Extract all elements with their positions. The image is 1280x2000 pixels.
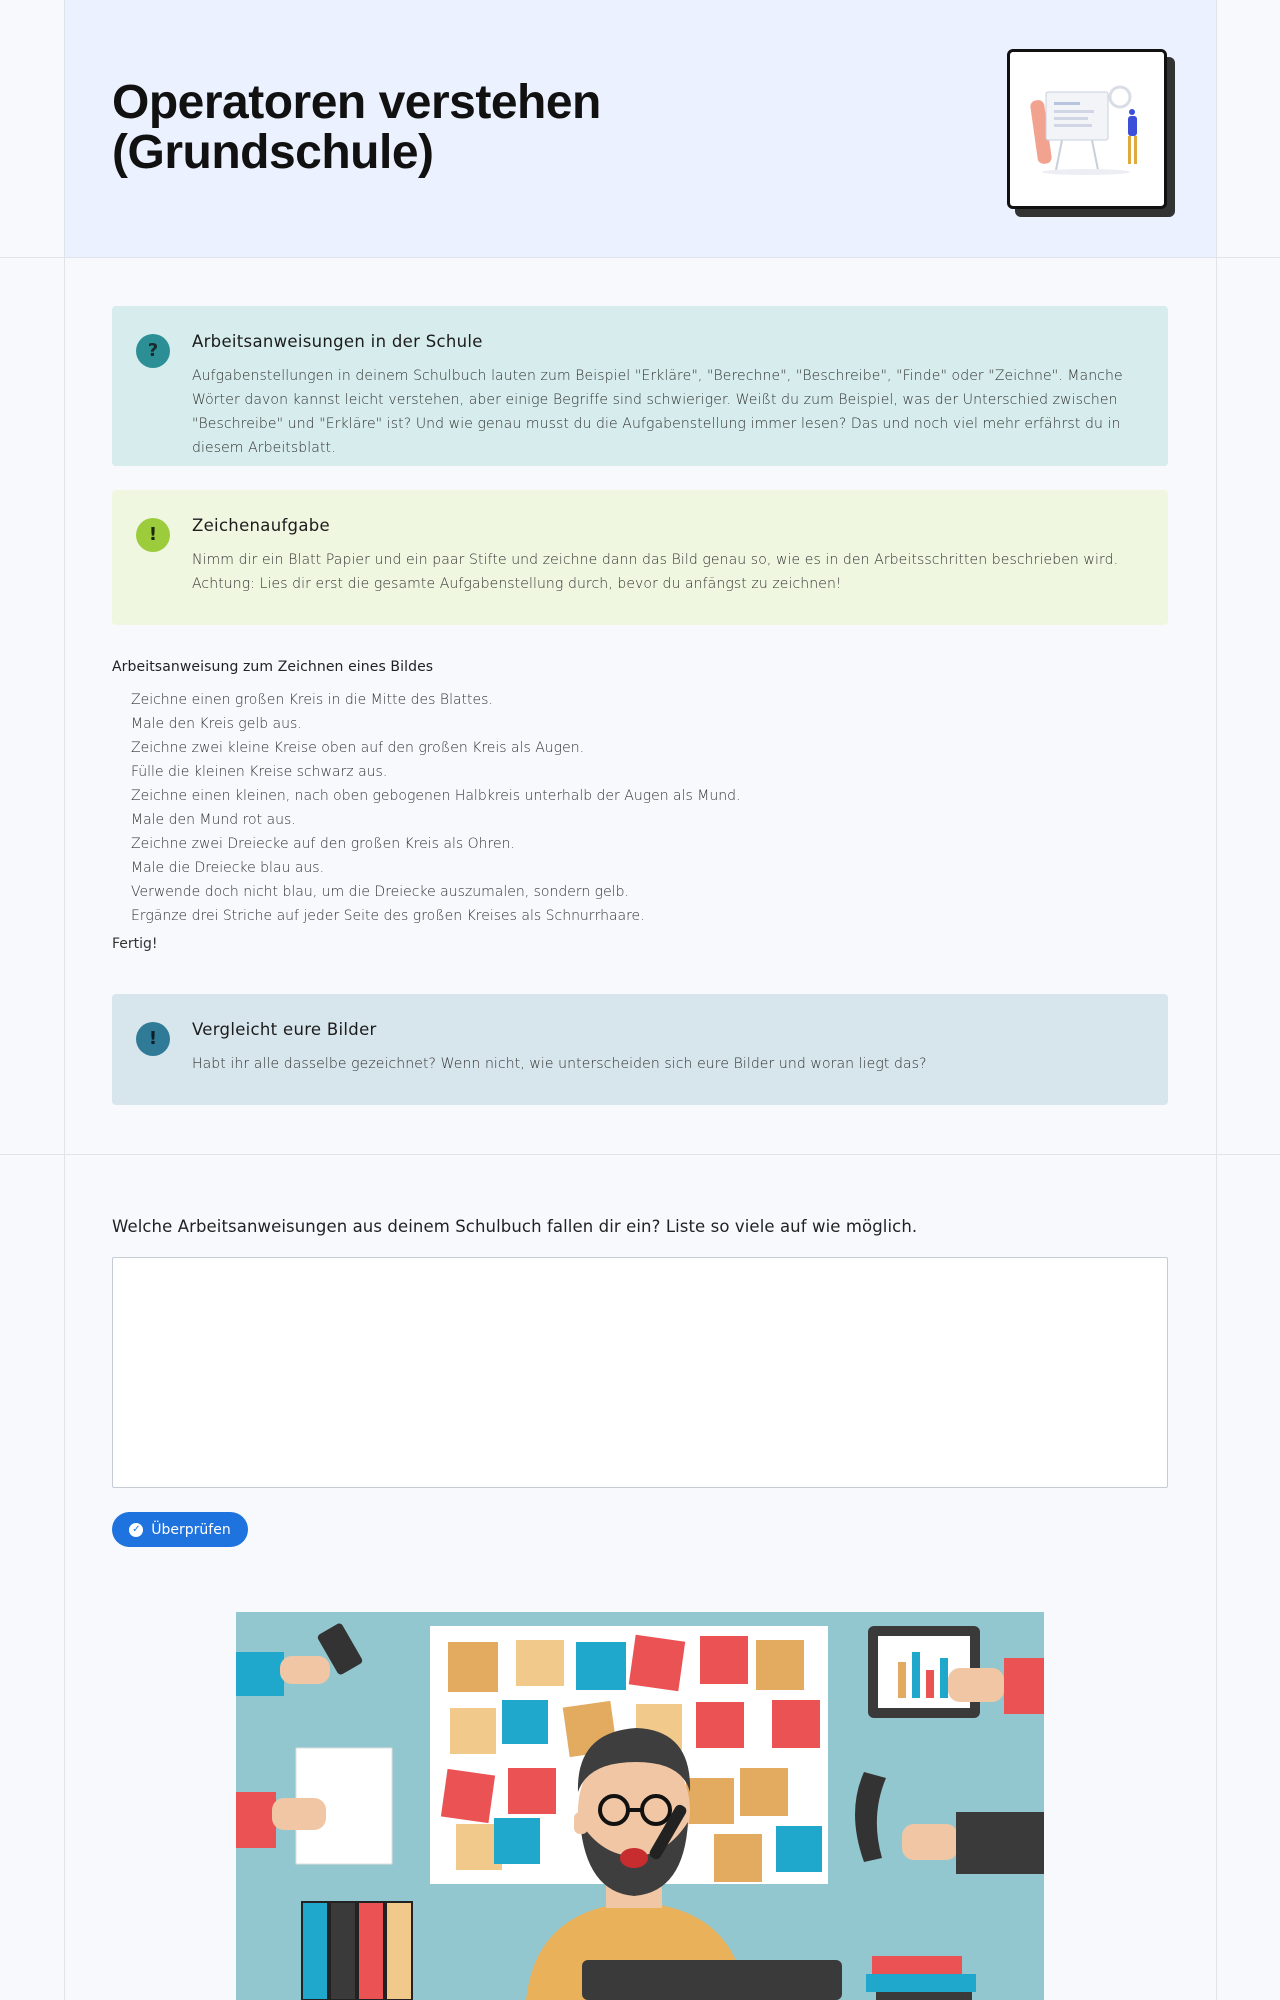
instruction-step: Male den Mund rot aus. [131, 812, 296, 828]
compare-callout [112, 994, 1168, 1105]
check-button[interactable] [112, 1512, 248, 1547]
answer-textarea[interactable] [112, 1257, 1168, 1488]
drawing-task-callout [112, 490, 1168, 625]
exercise-question: Welche Arbeitsanweisungen aus deinem Schulbuch fallen dir ein? Liste so viele auf wie möglich. [112, 1217, 918, 1236]
instruction-step: Male die Dreiecke blau aus. [131, 860, 325, 876]
callout-title: Vergleicht eure Bilder [192, 1020, 377, 1039]
callout-text: Habt ihr alle dasselbe gezeichnet? Wenn nicht, wie unterscheiden sich eure Bilder und woran liegt das? [192, 1056, 927, 1072]
instruction-step: Ergänze drei Striche auf jeder Seite des großen Kreises als Schnurrhaare. [131, 908, 645, 924]
page-guide-left [64, 0, 65, 2000]
check-circle-icon: ✓ [129, 1523, 143, 1537]
presentation-illustration [1010, 52, 1164, 206]
instruction-step: Zeichne zwei kleine Kreise oben auf den großen Kreis als Augen. [131, 740, 585, 756]
instruction-step: Zeichne zwei Dreiecke auf den großen Kreis als Ohren. [131, 836, 515, 852]
instruction-step: Zeichne einen großen Kreis in die Mitte des Blattes. [131, 692, 493, 708]
worksheet-thumbnail [1007, 49, 1167, 209]
section-divider [0, 257, 1280, 258]
exclamation-icon: ! [136, 1022, 170, 1056]
page-guide-right [1216, 0, 1217, 2000]
instructions-title: Arbeitsanweisung zum Zeichnen eines Bildes [112, 659, 434, 675]
check-button-label: Überprüfen [151, 1521, 231, 1538]
section-divider [0, 1154, 1280, 1155]
multitasking-man-illustration [236, 1612, 1044, 2000]
instruction-step: Fülle die kleinen Kreise schwarz aus. [131, 764, 388, 780]
instruction-step: Male den Kreis gelb aus. [131, 716, 302, 732]
callout-text: Nimm dir ein Blatt Papier und ein paar Stifte und zeichne dann das Bild genau so, wie es in den Arbeitsschritten beschrieben wird. Achtung: Lies dir erst die gesamte Aufgabenstellung durch, bevor du anfängst zu zeichnen! [192, 552, 1119, 592]
page-title-line-2: (Grundschule) [112, 126, 434, 179]
page-title-line-1: Operatoren verstehen [112, 76, 601, 129]
question-mark-icon: ? [136, 334, 170, 368]
page-title [112, 78, 732, 178]
callout-text: Aufgabenstellungen in deinem Schulbuch lauten zum Beispiel "Erkläre", "Berechne", "Beschreibe", "Finde" oder "Zeichne". Manche Wörter davon kannst leicht verstehen, aber einige Begriffe sind schwieriger. Weißt du zum Beispiel, was der Unterschied zwischen "Beschreibe" und "Erkläre" ist? Und wie genau musst du die Aufgabenstellung immer lesen? Das und noch viel mehr erfährst du in diesem Arbeitsblatt. [192, 368, 1123, 456]
info-callout [112, 306, 1168, 466]
instruction-step: Verwende doch nicht blau, um die Dreiecke auszumalen, sondern gelb. [131, 884, 629, 900]
binders [302, 1902, 412, 2000]
instruction-step: Zeichne einen kleinen, nach oben gebogenen Halbkreis unterhalb der Augen als Mund. [131, 788, 741, 804]
busy-office-illustration [236, 1612, 1044, 2000]
exclamation-icon: ! [136, 518, 170, 552]
instructions-closing: Fertig! [112, 936, 158, 952]
callout-title: Arbeitsanweisungen in der Schule [192, 332, 483, 351]
callout-title: Zeichenaufgabe [192, 516, 330, 535]
instructions-list [131, 688, 740, 928]
